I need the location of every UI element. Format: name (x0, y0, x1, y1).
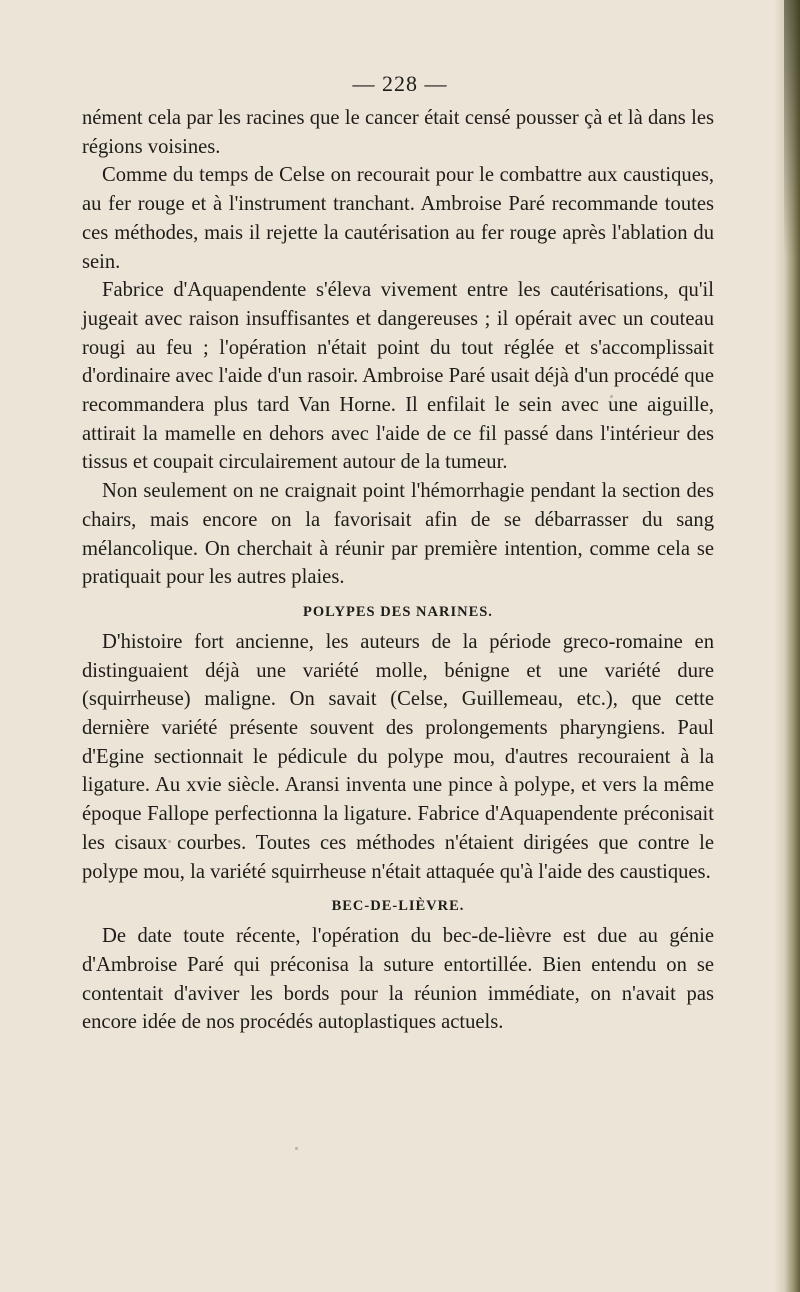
section-heading: POLYPES DES NARINES. (303, 603, 493, 620)
paper-speck (610, 395, 613, 398)
paragraph: Comme du temps de Celse on recourait pour le combattre aux caustiques, au fer rouge et à l'instrument tranchant. Ambroise Paré recommande toutes ces méthodes, mais il rejette la cautérisation au fer rouge après l'ablation du sein. (82, 164, 714, 273)
body-text (82, 104, 714, 1037)
paragraph: D'histoire fort ancienne, les auteurs de la période greco-romaine en distinguaient déjà une variété molle, bénigne et une variété dure (squirrheuse) maligne. On savait (Celse, Guillemeau, etc.), que cette dernière variété présente souvent des prolongements pharyngiens. Paul d'Egine sectionnait le pédicule du polype mou, d'autres recouraient à la ligature. Au xvie siècle. Aransi inventa une pince à polype, et vers la même époque Fallope perfectionna la ligature. Fabrice d'Aquapendente préconisait les cisaux courbes. Toutes ces méthodes n'étaient dirigées que contre le polype mou, la variété squirrheuse n'était attaquée qu'à l'aide des caustiques. (82, 630, 714, 883)
page-edge-shadow-top (784, 0, 800, 260)
paragraph: De date toute récente, l'opération du bec-de-lièvre est due au génie d'Ambroise Paré qui préconisa la suture entortillée. Bien entendu on se contentait d'aviver les bords pour la réunion immédiate, on n'avait pas encore idée de nos procédés autoplastiques actuels. (82, 925, 714, 1034)
section-heading: BEC-DE-LIÈVRE. (331, 898, 465, 915)
paper-speck (295, 1147, 298, 1150)
paragraph: nément cela par les racines que le cancer était censé pousser çà et là dans les régions voisines. (82, 107, 714, 158)
page-number: — 228 — (352, 71, 448, 96)
paragraph: Non seulement on ne craignait point l'hémorrhagie pendant la section des chairs, mais encore on la favorisait afin de se débarrasser du sang mélancolique. On cherchait à réunir par première intention, comme cela se pratiquait pour les autres plaies. (82, 480, 714, 589)
paper-speck (168, 840, 171, 843)
paragraph: Fabrice d'Aquapendente s'éleva vivement entre les cautérisations, qu'il jugeait avec raison insuffisantes et dangereuses ; il opérait avec un couteau rougi au feu ; l'opération n'était point du tout réglée et s'accomplissait d'ordinaire avec l'aide d'un rasoir. Ambroise Paré usait déjà d'un procédé que recommandera plus tard Van Horne. Il enfilait le sein avec une aiguille, attirait la mamelle en dehors avec l'aide de ce fil passé dans l'intérieur des tissus et coupait circulairement autour de la tumeur. (82, 279, 714, 474)
